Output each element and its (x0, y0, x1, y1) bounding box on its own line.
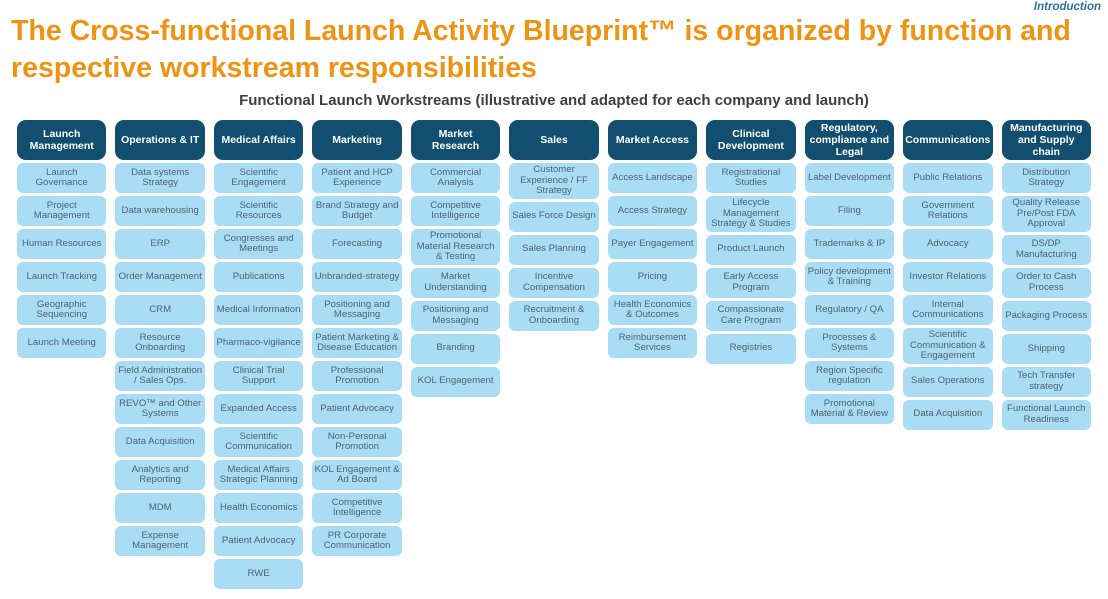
workstream-cell: Scientific Engagement (214, 163, 303, 193)
workstream-cell: Scientific Communication (214, 427, 303, 457)
workstream-cell: Data Acquisition (903, 400, 992, 430)
function-column (17, 120, 106, 589)
workstream-cell: Market Understanding (411, 268, 500, 298)
workstream-cell: Professional Promotion (312, 361, 401, 391)
workstream-cell: Lifecycle Management Strategy & Studies (706, 196, 795, 232)
workstream-cell: Expense Management (115, 526, 204, 556)
workstream-cell: Patient and HCP Experience (312, 163, 401, 193)
workstream-cell: Patient Advocacy (214, 526, 303, 556)
workstream-cell: Clinical Trial Support (214, 361, 303, 391)
workstream-cell: Data Acquisition (115, 427, 204, 457)
function-header: Medical Affairs (214, 120, 303, 160)
intro-tag: Introduction (1033, 1, 1101, 13)
workstream-cell: Medical Information (214, 295, 303, 325)
workstream-cell: Customer Experience / FF Strategy (509, 163, 598, 199)
workstream-cell: Order Management (115, 262, 204, 292)
workstream-cell: Forecasting (312, 229, 401, 259)
workstream-cell: Commercial Analysis (411, 163, 500, 193)
workstream-cell: Positioning and Messaging (312, 295, 401, 325)
workstream-cell: Pharmaco-vigilance (214, 328, 303, 358)
workstream-cell: Investor Relations (903, 262, 992, 292)
workstream-cell: Government Relations (903, 196, 992, 226)
function-column (805, 120, 894, 589)
workstream-cell: Region Specific regulation (805, 361, 894, 391)
workstream-cell: Congresses and Meetings (214, 229, 303, 259)
workstream-cell: Patient Marketing & Disease Education (312, 328, 401, 358)
workstream-cell: Brand Strategy and Budget (312, 196, 401, 226)
workstream-cell: Incentive Compensation (509, 268, 598, 298)
workstream-cell: Launch Governance (17, 163, 106, 193)
workstream-cell: Processes & Systems (805, 328, 894, 358)
workstream-cell: Registrational Studies (706, 163, 795, 193)
function-header: Marketing (312, 120, 401, 160)
workstream-cell: Scientific Resources (214, 196, 303, 226)
workstream-cell: Project Management (17, 196, 106, 226)
diagram-subtitle: Functional Launch Workstreams (illustrative and adapted for each company and launch) (239, 92, 869, 110)
workstream-cell: Sales Force Design (509, 202, 598, 232)
workstream-cell: Analytics and Reporting (115, 460, 204, 490)
workstream-cell: Access Strategy (608, 196, 697, 226)
page-title: The Cross-functional Launch Activity Blueprint™ is organized by function and respective workstream responsibilities (11, 15, 1071, 85)
function-column (903, 120, 992, 589)
workstream-cell: Tech Transfer strategy (1002, 367, 1091, 397)
function-header: Regulatory, compliance and Legal (805, 120, 894, 160)
workstream-cell: Scientific Communication & Engagement (903, 328, 992, 364)
workstream-cell: Pricing (608, 262, 697, 292)
function-header: Clinical Development (706, 120, 795, 160)
workstream-cell: Patient Advocacy (312, 394, 401, 424)
workstream-cell: Competitive Intelligence (411, 196, 500, 226)
workstream-cell: Medical Affairs Strategic Planning (214, 460, 303, 490)
workstream-cell: RWE (214, 559, 303, 589)
workstream-cell: Health Economics & Outcomes (608, 295, 697, 325)
function-header: Market Access (608, 120, 697, 160)
workstream-cell: Expanded Access (214, 394, 303, 424)
function-header: Operations & IT (115, 120, 204, 160)
function-header: Manufacturing and Supply chain (1002, 120, 1091, 160)
workstream-cell: MDM (115, 493, 204, 523)
workstream-cell: Product Launch (706, 235, 795, 265)
function-column (214, 120, 303, 589)
workstream-cell: CRM (115, 295, 204, 325)
workstream-cell: Positioning and Messaging (411, 301, 500, 331)
workstream-cell: KOL Engagement & Ad Board (312, 460, 401, 490)
workstream-cell: Access Landscape (608, 163, 697, 193)
function-column (115, 120, 204, 589)
workstream-cell: Reimbursement Services (608, 328, 697, 358)
workstream-cell: Regulatory / QA (805, 295, 894, 325)
workstream-cell: Recruitment & Onboarding (509, 301, 598, 331)
workstream-cell: Advocacy (903, 229, 992, 259)
workstream-cell: Early Access Program (706, 268, 795, 298)
workstream-cell: Unbranded-strategy (312, 262, 401, 292)
workstream-cell: Promotional Material & Review (805, 394, 894, 424)
workstream-cell: REVO™ and Other Systems (115, 394, 204, 424)
workstream-cell: Branding (411, 334, 500, 364)
workstream-cell: Promotional Material Research & Testing (411, 229, 500, 265)
workstream-cell: Order to Cash Process (1002, 268, 1091, 298)
workstream-cell: Packaging Process (1002, 301, 1091, 331)
workstream-cell: Health Economics (214, 493, 303, 523)
workstream-cell: Shipping (1002, 334, 1091, 364)
function-column (706, 120, 795, 589)
workstream-cell: Human Resources (17, 229, 106, 259)
workstream-cell: Geographic Sequencing (17, 295, 106, 325)
workstream-cell: Public Relations (903, 163, 992, 193)
workstream-cell: Field Administration / Sales Ops. (115, 361, 204, 391)
workstream-cell: Payer Engagement (608, 229, 697, 259)
workstream-cell: Launch Meeting (17, 328, 106, 358)
function-column (411, 120, 500, 589)
workstream-cell: Launch Tracking (17, 262, 106, 292)
function-header: Sales (509, 120, 598, 160)
workstream-cell: PR Corporate Communication (312, 526, 401, 556)
workstream-cell: Registries (706, 334, 795, 364)
workstream-cell: Non-Personal Promotion (312, 427, 401, 457)
workstream-cell: KOL Engagement (411, 367, 500, 397)
workstream-cell: Internal Communications (903, 295, 992, 325)
workstream-cell: Compassionate Care Program (706, 301, 795, 331)
function-column (312, 120, 401, 589)
workstream-cell: Label Development (805, 163, 894, 193)
workstream-cell: Resource Onboarding (115, 328, 204, 358)
workstream-cell: Policy development & Training (805, 262, 894, 292)
workstream-cell: Competitive Intelligence (312, 493, 401, 523)
workstream-cell: Distribution Strategy (1002, 163, 1091, 193)
workstream-columns (17, 120, 1091, 589)
function-column (509, 120, 598, 589)
function-header: Communications (903, 120, 992, 160)
function-column (608, 120, 697, 589)
workstream-cell: Quality Release Pre/Post FDA Approval (1002, 196, 1091, 232)
workstream-cell: DS/DP Manufacturing (1002, 235, 1091, 265)
function-header: Market Research (411, 120, 500, 160)
workstream-cell: Data systems Strategy (115, 163, 204, 193)
workstream-cell: Data warehousing (115, 196, 204, 226)
workstream-cell: Sales Operations (903, 367, 992, 397)
workstream-cell: Trademarks & IP (805, 229, 894, 259)
function-header: Launch Management (17, 120, 106, 160)
function-column (1002, 120, 1091, 589)
workstream-cell: Publications (214, 262, 303, 292)
workstream-cell: Sales Planning (509, 235, 598, 265)
workstream-cell: Functional Launch Readiness (1002, 400, 1091, 430)
workstream-cell: Filing (805, 196, 894, 226)
workstream-cell: ERP (115, 229, 204, 259)
